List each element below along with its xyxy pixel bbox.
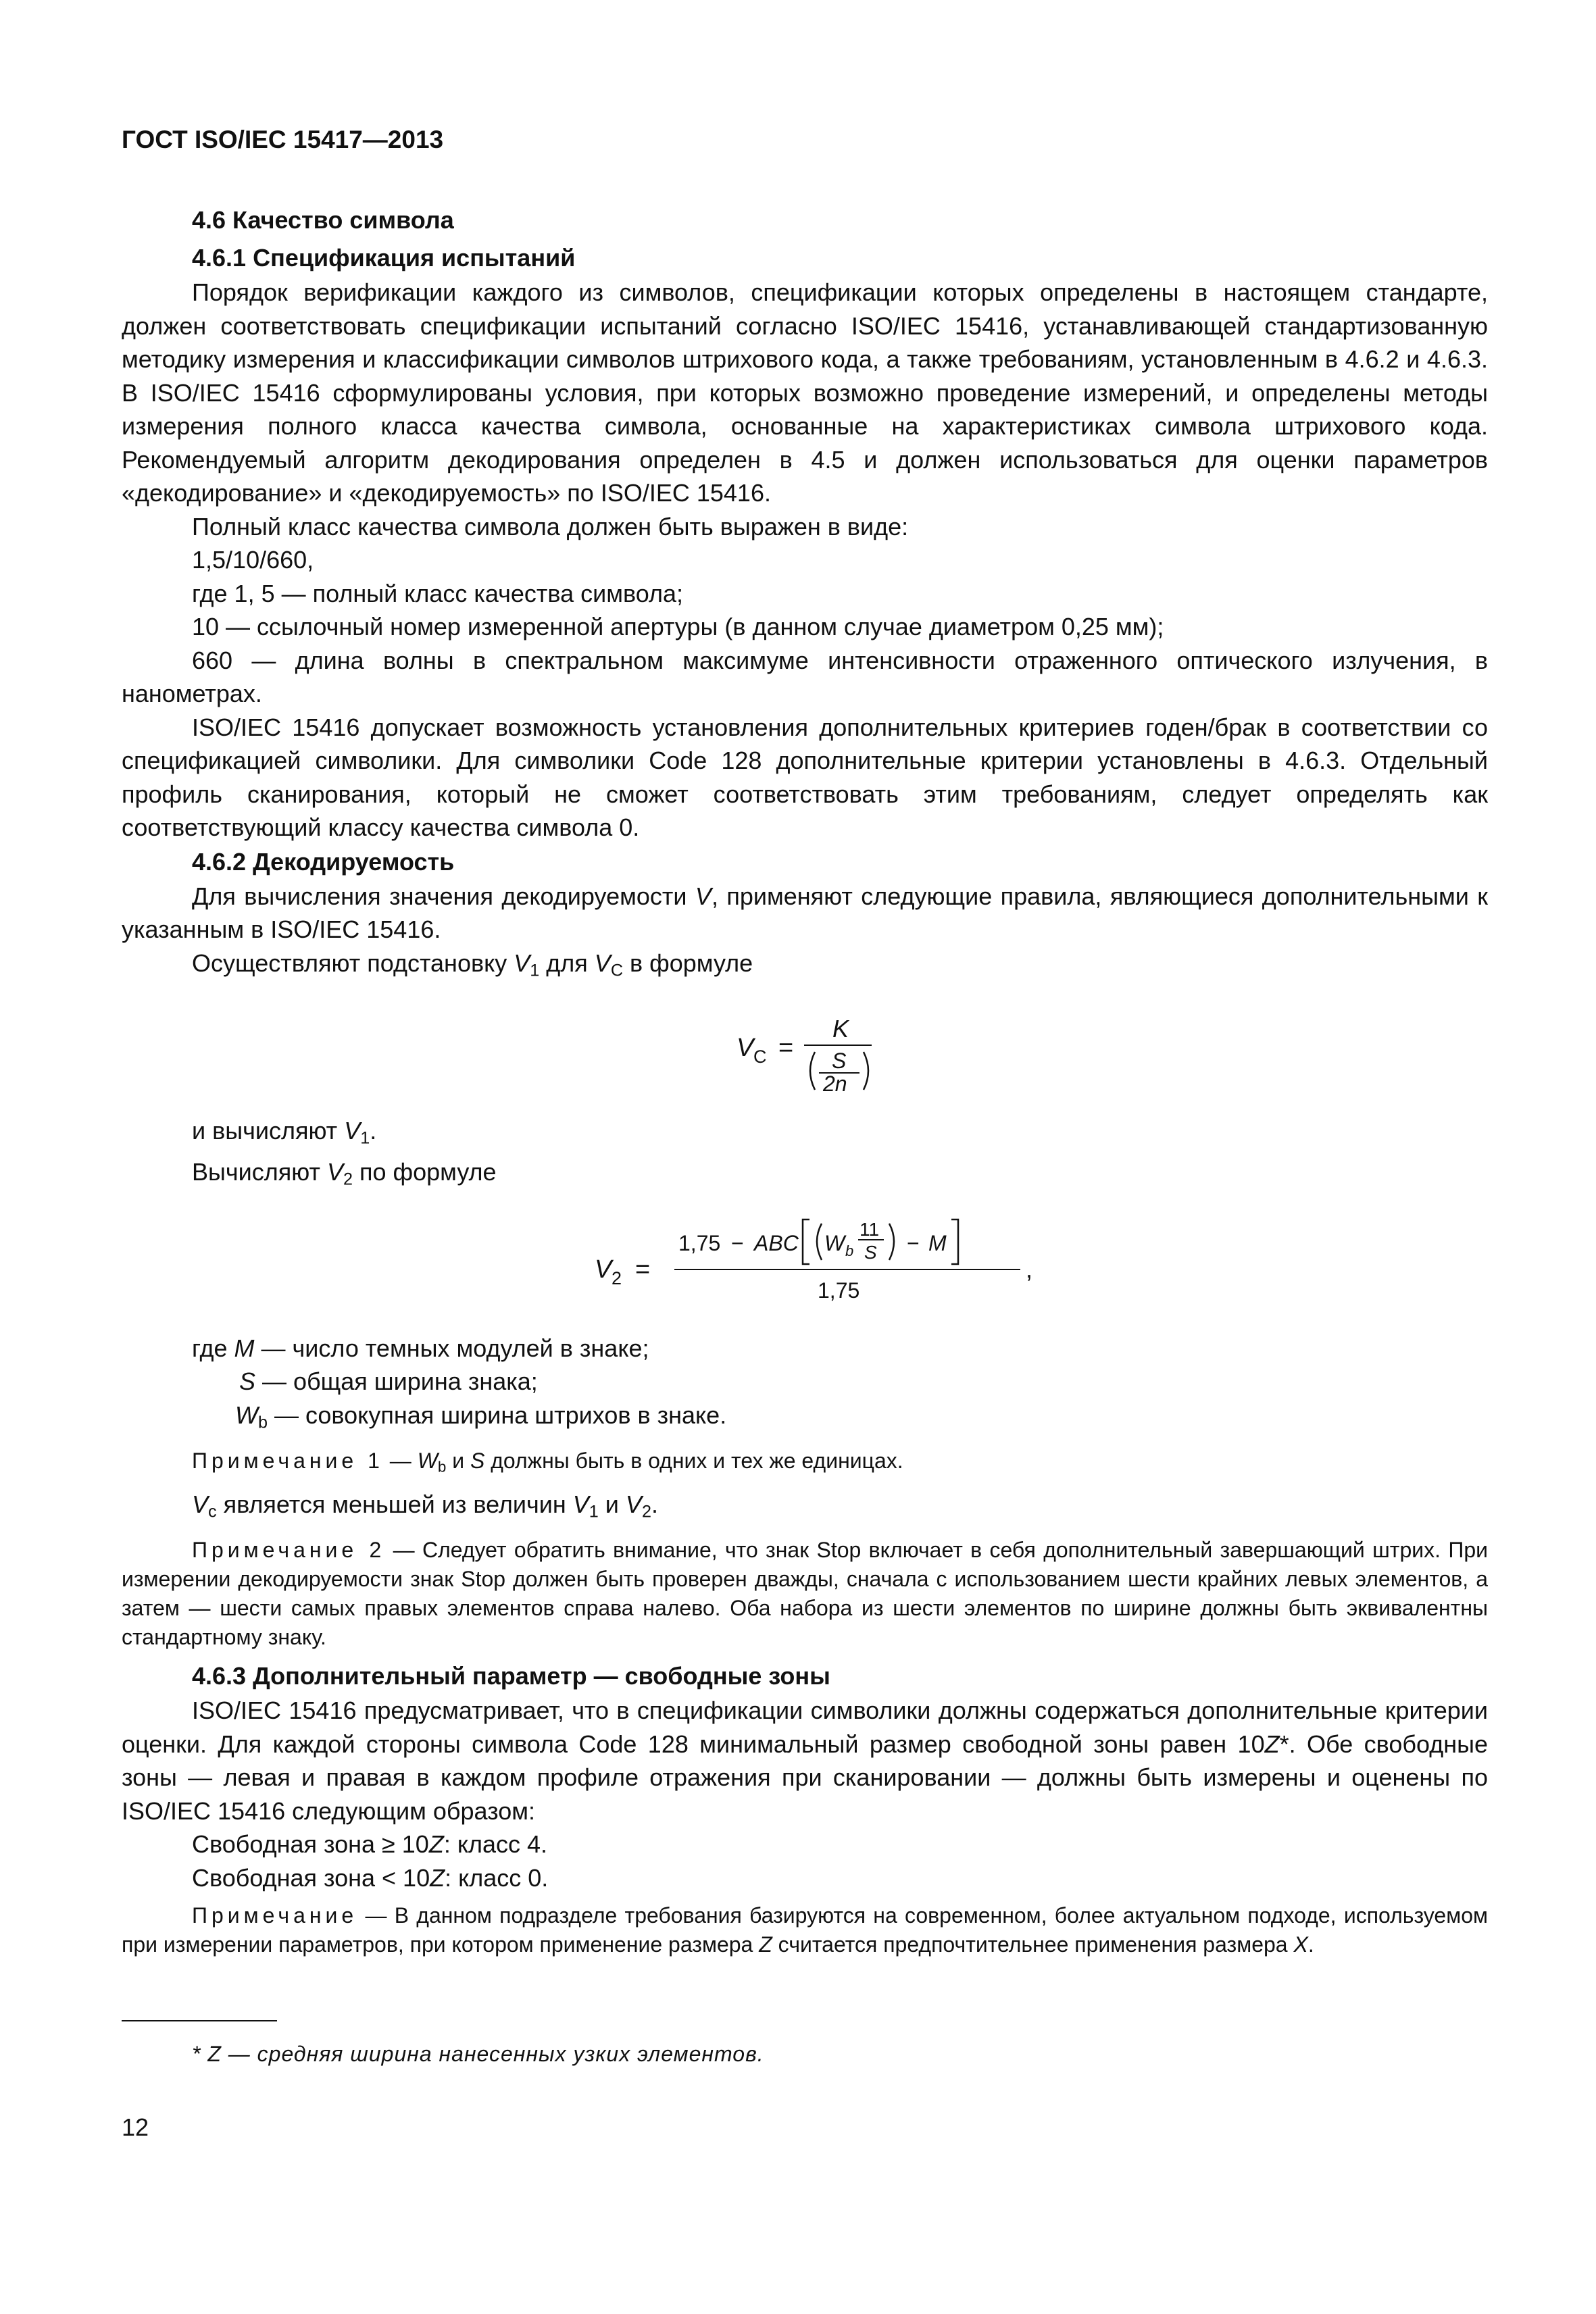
section-heading-4-6-2: 4.6.2 Декодируемость [192,847,455,876]
paragraph: Свободная зона ≥ 10Z: класс 4. [192,1830,548,1859]
svg-text:−: − [731,1230,744,1255]
note-1: Примечание 1 — $W_b$ и S должны быть в одних и тех же единицах. [192,1448,903,1476]
svg-text:C: C [753,1047,767,1067]
paragraph: 1,5/10/660, [192,546,314,574]
formula-v2 [122,1197,1488,1332]
paragraph: Полный класс качества символа должен быть выражен в виде: [192,512,909,540]
svg-text:=: = [778,1034,794,1063]
paragraph: ISO/IEC 15416 допускает возможность установления дополнительных критериев годен/брак в соответствии со спецификацией символики. Для символики Code 128 дополнительные критерии установлены в 4.6.3. Отдельный профиль сканирования, который не сможет соответствовать этим требованиям, следует определять как соответствующий классу качества символа 0. [122,713,1488,841]
paragraph: S — общая ширина знака; [239,1367,538,1396]
paragraph: где 1, 5 — полный класс качества символа; [192,579,683,607]
section-heading-4-6-1: 4.6.1 Спецификация испытаний [192,244,576,272]
document-header: ГОСТ ISO/IEC 15417—2013 [122,126,444,153]
page-content [122,200,1488,1966]
svg-text:11: 11 [859,1218,880,1240]
paragraph: $W_b$ — совокупная ширина штрихов в знаке. [235,1401,727,1432]
svg-text:M: M [928,1230,947,1255]
svg-text:−: − [907,1230,920,1255]
footnote: * Z — средняя ширина нанесенных узких элементов. [192,2042,764,2066]
note-2: Примечание 2 — Следует обратить внимание, что знак Stop включает в себя дополнительный завершающий штрих. При измерении декодируемости знак Stop должен быть проверен дважды, сначала с использованием шести крайних левых элементов, а затем — шести самых правых элементов справа налево. Оба набора из шести элементов по ширине должны быть эквивалентны стандартному знаку. [122,1538,1489,1650]
paragraph: где M — число темных модулей в знаке; [192,1334,649,1362]
paragraph: и вычисляют $V_1$. [192,1117,377,1148]
svg-text:ABC: ABC [754,1230,799,1255]
svg-text:1,75: 1,75 [818,1278,860,1303]
page-number: 12 [122,2113,149,2141]
note-3: Примечание — В данном подразделе требования базируются на современном, более актуальном подходе, используемом при измерении параметров, при котором применение размера Z считается предпочтительнее применения размера X. [122,1903,1488,1957]
svg-text:2n: 2n [823,1072,847,1097]
paragraph: Для вычисления значения декодируемости V, применяют следующие правила, являющиеся дополнительными к указанным в ISO/IEC 15416. [122,882,1488,943]
paragraph: 660 — длина волны в спектральном максимуме интенсивности отраженного оптического излучения, в нанометрах. [122,646,1488,707]
section-heading-4-6-3: 4.6.3 Дополнительный параметр — свободные зоны [192,1662,830,1690]
svg-text:V: V [737,1034,754,1063]
section-heading-4-6: 4.6 Качество символа [192,206,454,234]
svg-text:,: , [1026,1255,1033,1283]
paragraph: Осуществляют подстановку $V_1$ для $V_C$ в формуле [192,949,753,980]
svg-text:=: = [635,1255,651,1284]
svg-text:S: S [832,1049,847,1074]
svg-text:W: W [824,1230,845,1255]
formula-vc [122,987,1488,1114]
paragraph: Вычисляют $V_2$ по формуле [192,1158,497,1189]
svg-text:2: 2 [612,1267,622,1288]
svg-text:V: V [595,1255,612,1284]
svg-text:1,75: 1,75 [678,1230,721,1255]
paragraph: $V_c$ является меньшей из величин $V_1$ и $V_2$. [192,1490,658,1521]
formula-v2-svg [595,1210,1068,1311]
svg-text:S: S [864,1241,877,1263]
formula-vc-svg [737,1011,899,1106]
svg-text:K: K [832,1015,849,1043]
paragraph: Свободная зона < 10Z: класс 0. [192,1863,549,1892]
paragraph: 10 — ссылочный номер измеренной апертуры (в данном случае диаметром 0,25 мм); [192,613,1164,640]
svg-text:b: b [845,1242,854,1259]
paragraph: Порядок верификации каждого из символов, спецификации которых определены в настоящем стандарте, должен соответствовать спецификации испытаний согласно ISO/IEC 15416, устанавливающей стандартизованную методику измерения и классификации символов штрихового кода, а также требованиям, установленным в 4.6.2 и 4.6.3. В ISO/IEC 15416 сформулированы условия, при которых возможно проведение измерений, и определены методы измерения полного класса качества символа, основанные на характеристиках символа штрихового кода. Рекомендуемый алгоритм декодирования определен в 4.5 и должен использоваться для оценки параметров «декодирование» и «декодируемость» по ISO/IEC 15416. [122,278,1488,507]
paragraph: ISO/IEC 15416 предусматривает, что в спецификации символики должны содержаться дополнительные критерии оценки. Для каждой стороны символа Code 128 минимальный размер свободной зоны равен 10Z*. Обе свободные зоны — левая и правая в каждом профиле отражения при сканировании — должны быть измерены и оценены по ISO/IEC 15416 следующим образом: [122,1696,1488,1825]
footnote-divider [122,2020,277,2021]
